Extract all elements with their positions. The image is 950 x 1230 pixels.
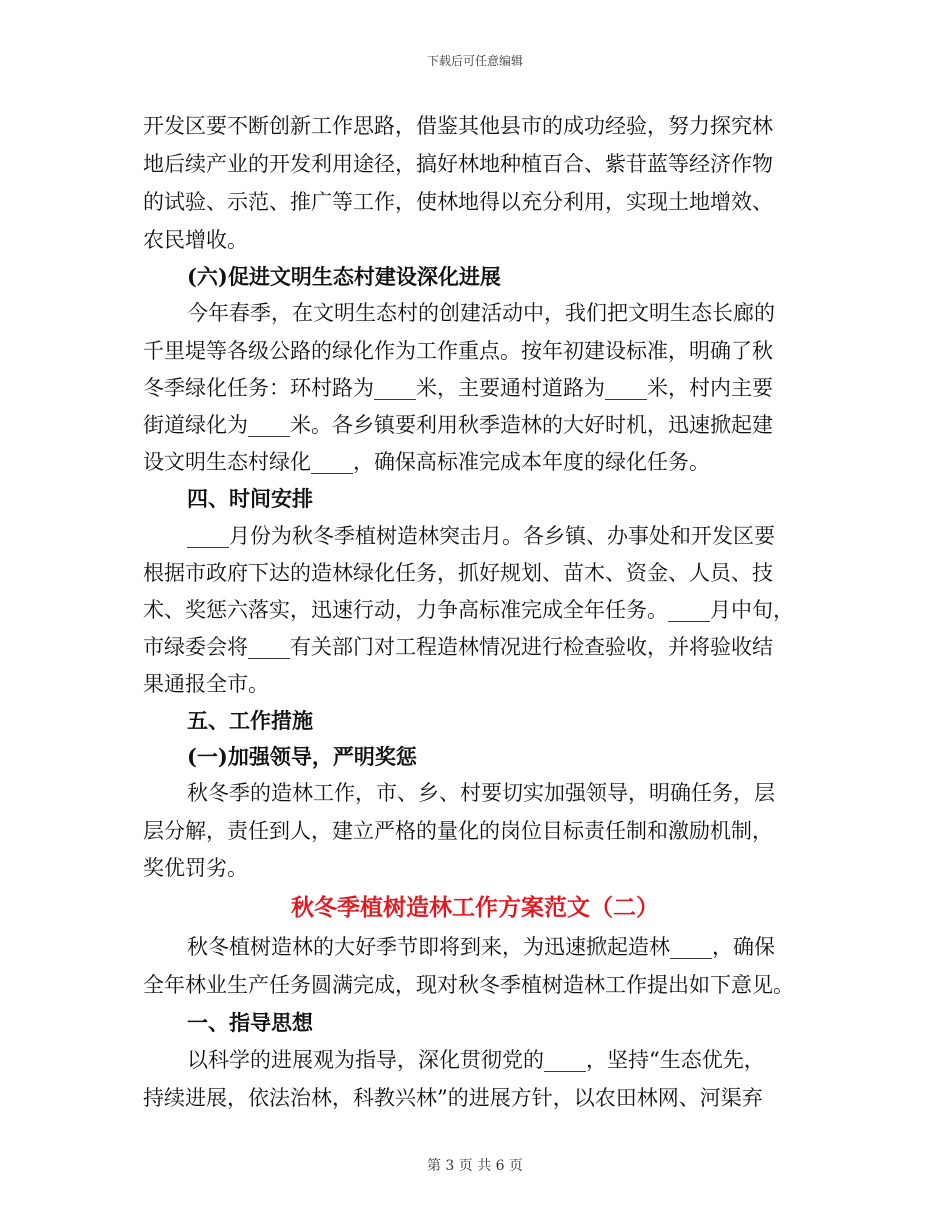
page-footer: 第 3 页 共 6 页 (426, 1158, 524, 1174)
body-text-line: 术、奖惩六落实，迅速行动，力争高标准完成全年任务。____月中旬， (143, 598, 794, 622)
body-text-line: 根据市政府下达的造林绿化任务，抓好规划、苗木、资金、人员、技 (143, 561, 773, 585)
section-heading: 五、工作措施 (187, 708, 313, 733)
body-text-line: 设文明生态村绿化____，确保高标准完成本年度的绿化任务。 (143, 450, 710, 474)
body-text-line: 奖优罚劣。 (143, 856, 248, 880)
paragraph-first-line: 秋冬植树造林的大好季节即将到来，为迅速掀起造林____，确保 (187, 935, 775, 959)
body-text-line: 冬季绿化任务：环村路为____米，主要通村道路为____米，村内主要 (143, 376, 773, 400)
body-text-line: 果通报全市。 (143, 672, 269, 696)
page-header: 下载后可任意编辑 (426, 54, 523, 68)
body-text-line: 农民增收。 (143, 228, 248, 252)
section-heading: 四、时间安排 (187, 486, 313, 511)
body-text-line: 千里堤等各级公路的绿化作为工作重点。按年初建设标准，明确了秋 (143, 339, 773, 363)
body-text-line: 全年林业生产任务圆满完成，现对秋冬季植树造林工作提出如下意见。 (143, 973, 794, 997)
paragraph-first-line: 今年春季，在文明生态村的创建活动中，我们把文明生态长廊的 (187, 301, 775, 325)
body-text-line: 持续进展，依法治林，科教兴林”的进展方针，以农田林网、河渠弃 (143, 1086, 763, 1110)
subsection-heading: (一)加强领导，严明奖惩 (187, 744, 417, 769)
body-text-line: 地后续产业的开发利用途径，搞好林地种植百合、紫苷蓝等经济作物 (143, 152, 773, 176)
paragraph-first-line: ____月份为秋冬季植树造林突击月。各乡镇、办事处和开发区要 (187, 524, 775, 548)
section-heading: (六)促进文明生态村建设深化进展 (187, 264, 501, 289)
paragraph-first-line: 以科学的进展观为指导，深化贯彻党的____，坚持“生态优先， (187, 1048, 765, 1072)
body-text-line: 的试验、示范、推广等工作，使林地得以充分利用，实现土地增效、 (143, 190, 773, 214)
section-heading: 一、指导思想 (187, 1010, 313, 1035)
body-text-line: 街道绿化为____米。各乡镇要利用秋季造林的大好时机，迅速掀起建 (143, 413, 773, 437)
body-text-line: 市绿委会将____有关部门对工程造林情况进行检查验收，并将验收结 (143, 635, 773, 659)
document-title: 秋冬季植树造林工作方案范文（二） (291, 894, 659, 921)
body-text-line: 开发区要不断创新工作思路，借鉴其他县市的成功经验，努力探究林 (143, 114, 773, 138)
body-text-line: 层分解，责任到人，建立严格的量化的岗位目标责任制和激励机制， (143, 819, 773, 843)
paragraph-first-line: 秋冬季的造林工作，市、乡、村要切实加强领导，明确任务，层 (187, 781, 775, 805)
